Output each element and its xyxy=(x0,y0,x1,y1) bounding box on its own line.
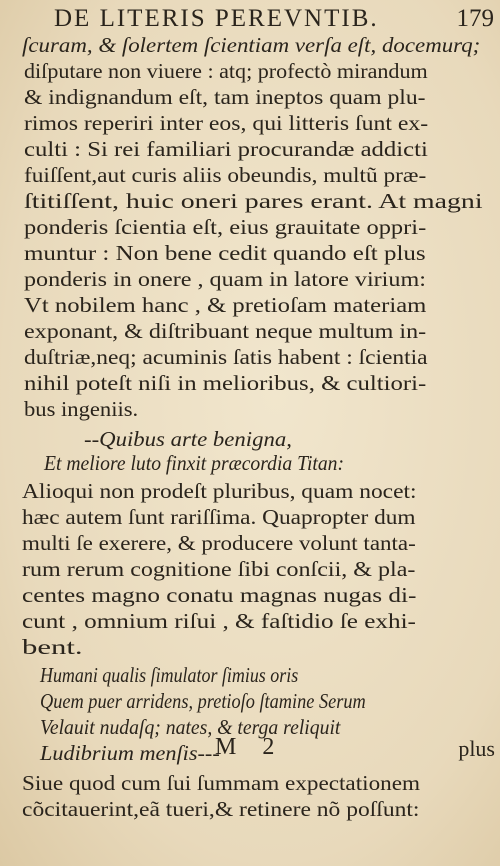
text-line: ſcuram, & ſolertem ſcientiam verſa eſt, docemurq; xyxy=(22,33,481,57)
text-line: Vt nobilem hanc , & pretioſam materiam xyxy=(24,293,427,317)
text-line: rimos reperiri inter eos, qui litteris ſunt ex- xyxy=(24,111,429,135)
text-line: --Quibus arte benigna, xyxy=(84,427,292,451)
text-line: centes magno conatu magnas nugas di- xyxy=(22,583,417,607)
page-number: 179 xyxy=(456,5,494,32)
page-footer xyxy=(215,734,495,764)
text-line: cõcitauerint,eã tueri,& retinere nõ poſſunt: xyxy=(22,797,420,821)
text-line: bus ingeniis. xyxy=(24,397,139,421)
text-line: multi ſe exerere, & producere volunt tanta- xyxy=(22,531,416,555)
text-line: bent. xyxy=(22,635,83,659)
text-line: hæc autem ſunt rariſſima. Quapropter dum xyxy=(22,505,416,529)
text-line: & indignandum eſt, tam ineptos quam plu- xyxy=(24,85,426,109)
running-title: DE LITERIS PEREVNTIB. xyxy=(54,5,379,32)
text-line: Velauit nudaſq; nates, & terga reliquit xyxy=(40,715,341,739)
text-line: culti : Si rei familiari procurandæ addicti xyxy=(24,137,428,161)
text-line: fuiſſent,aut curis aliis obeundis, multũ præ- xyxy=(24,163,427,187)
signature-mark: M 2 xyxy=(215,734,285,760)
text-line: rum rerum cognitione ſibi conſcii, & pla- xyxy=(22,557,416,581)
text-line: Quem puer arridens, pretioſo ſtamine Serum xyxy=(40,689,366,713)
text-line: cunt , omnium riſui , & faſtidio ſe exhi- xyxy=(22,609,416,633)
text-line: duſtriæ,neq; acuminis ſatis habent : ſcientia xyxy=(24,345,428,369)
page-header xyxy=(54,4,494,34)
text-line: Siue quod cum ſui ſummam expectationem xyxy=(22,771,421,795)
text-line: Humani qualis ſimulator ſimius oris xyxy=(40,663,299,687)
text-line: diſputare non viuere : atq; profectò mirandum xyxy=(24,59,428,83)
text-line: Alioqui non prodeſt pluribus, quam nocet: xyxy=(22,479,417,503)
text-line: nihil poteſt niſi in melioribus, & cultiori- xyxy=(24,371,427,395)
text-line: Ludibrium menſis--- xyxy=(40,741,220,765)
text-line: exponant, & diſtribuant neque multum in- xyxy=(24,319,427,343)
catchword: plus xyxy=(458,736,495,761)
text-line: ponderis in onere , quam in latore virium: xyxy=(24,267,426,291)
text-line: ponderis ſcientia eſt, eius grauitate oppri- xyxy=(24,215,427,239)
text-line: ſtitiſſent, huic oneri pares erant. At magni xyxy=(24,189,483,213)
text-line: muntur : Non bene cedit quando eſt plus xyxy=(24,241,426,265)
text-line: Et meliore luto finxit præcordia Titan: xyxy=(44,451,345,475)
